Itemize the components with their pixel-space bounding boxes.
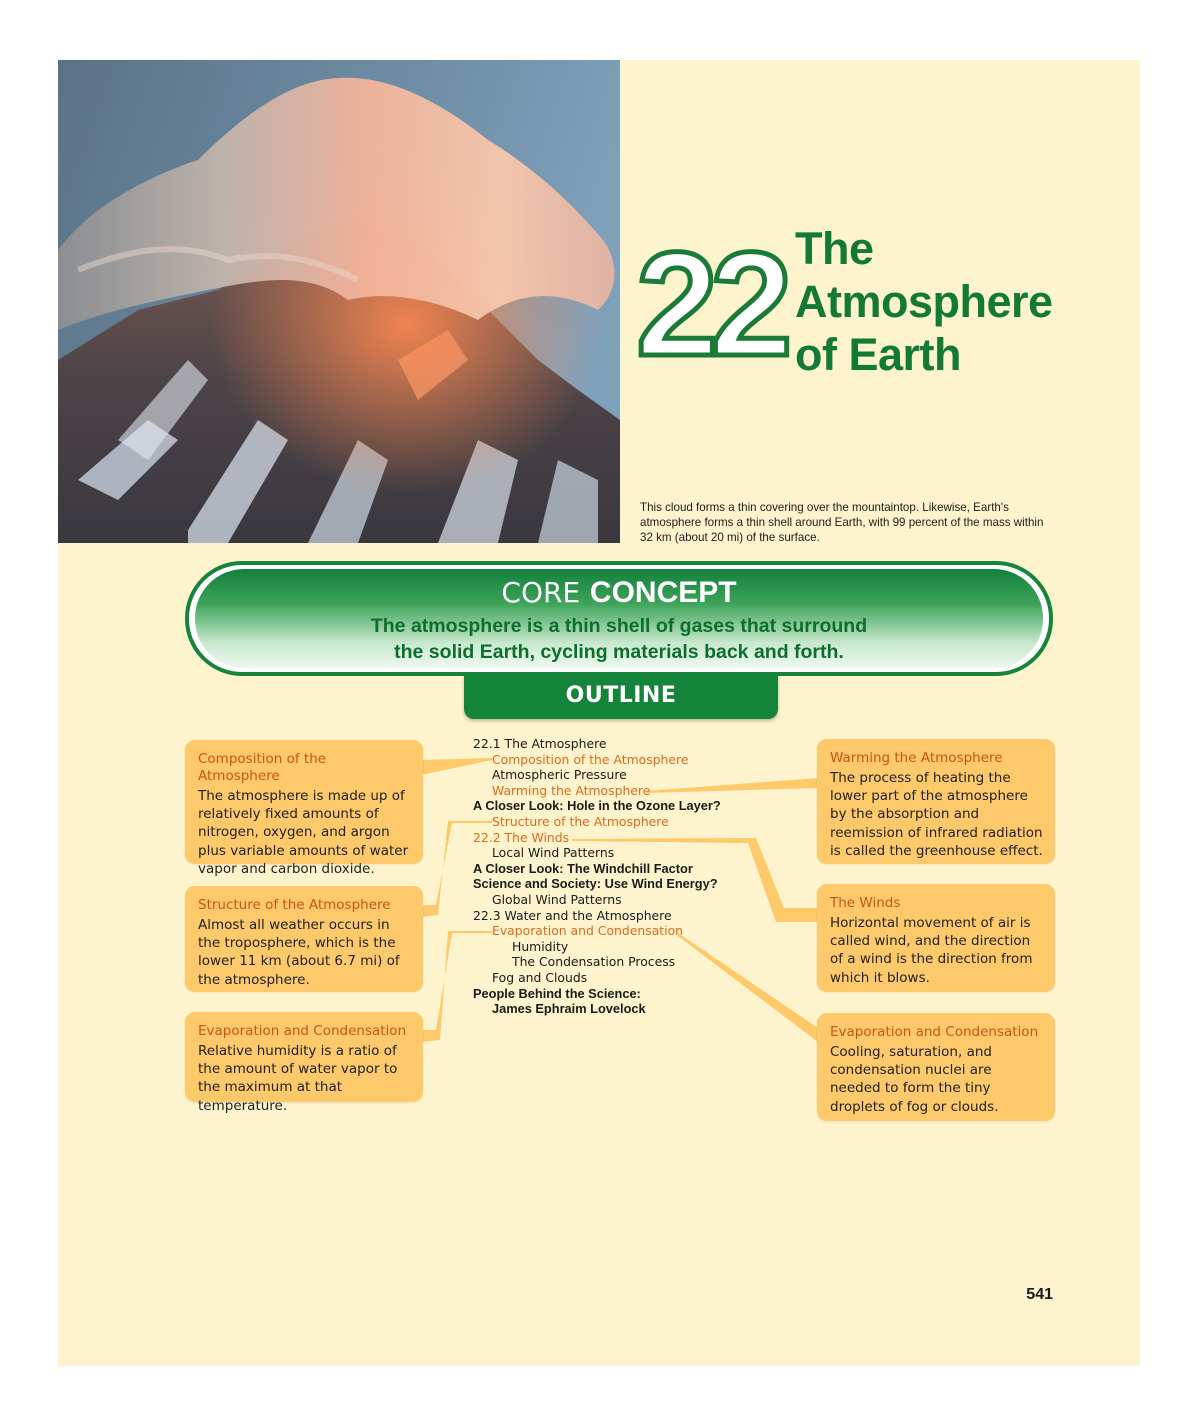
callout-body: The atmosphere is made up of relatively fixed amounts of nitrogen, oxygen, and argon plus variable amounts of water vapor and carbon dioxide. bbox=[198, 788, 409, 877]
callout-winds bbox=[817, 884, 1055, 992]
outline-item: Local Wind Patterns bbox=[492, 845, 615, 861]
outline-label: OUTLINE bbox=[565, 683, 677, 708]
outline-item: 22.2 The Winds bbox=[473, 829, 570, 845]
outline-item: Structure of the Atmosphere bbox=[492, 813, 669, 829]
callout-composition bbox=[185, 740, 423, 877]
callout-title: Evaporation and Condensation bbox=[198, 1023, 407, 1039]
outline-item: James Ephraim Lovelock bbox=[492, 1001, 646, 1017]
outline-list bbox=[473, 736, 721, 1017]
outline-item: A Closer Look: Hole in the Ozone Layer? bbox=[473, 798, 721, 814]
page-number: 541 bbox=[1026, 1286, 1053, 1303]
callout-body: Almost all weather occurs in the troposphere, which is the lower 11 km (about 6.7 mi) of the atmosphere. bbox=[198, 917, 400, 988]
outline-item: Science and Society: Use Wind Energy? bbox=[473, 876, 718, 892]
callout-evaporation-right bbox=[817, 1013, 1055, 1121]
outline-item: The Condensation Process bbox=[512, 954, 676, 970]
core-concept-heading: CORE CONCEPT bbox=[501, 576, 737, 609]
callout-title: Composition of the Atmosphere bbox=[198, 751, 327, 784]
outline-item: Fog and Clouds bbox=[492, 969, 588, 985]
outline-item: People Behind the Science: bbox=[473, 985, 641, 1001]
callout-title: The Winds bbox=[830, 895, 901, 911]
callout-warming bbox=[817, 739, 1055, 864]
callout-structure bbox=[185, 886, 423, 992]
callout-body: Horizontal movement of air is called wind, and the direction of a wind is the direction from which it blows. bbox=[830, 915, 1033, 986]
core-concept-statement: The atmosphere is a thin shell of gases that surround the solid Earth, cycling materials back and forth. bbox=[370, 615, 868, 663]
outline-item: 22.1 The Atmosphere bbox=[473, 736, 607, 751]
outline-item: A Closer Look: The Windchill Factor bbox=[473, 860, 693, 876]
outline-item: Atmospheric Pressure bbox=[492, 767, 627, 783]
callout-title: Warming the Atmosphere bbox=[830, 750, 1003, 766]
callout-title: Structure of the Atmosphere bbox=[198, 897, 391, 913]
outline-item: Composition of the Atmosphere bbox=[492, 751, 689, 767]
svg-text:22: 22 bbox=[636, 236, 785, 376]
outline-item: Warming the Atmosphere bbox=[492, 782, 651, 798]
callout-body: Relative humidity is a ratio of the amount of water vapor to the maximum at that temperature. bbox=[198, 1043, 398, 1114]
callout-evaporation-left bbox=[185, 1012, 423, 1114]
chapter-title: The Atmosphere of Earth bbox=[795, 223, 1053, 380]
outline-item: 22.3 Water and the Atmosphere bbox=[473, 907, 672, 923]
callout-body: Cooling, saturation, and condensation nuclei are needed to form the tiny droplets of fog or clouds. bbox=[830, 1044, 999, 1115]
callout-body: The process of heating the lower part of the atmosphere by the absorption and reemission of infrared radiation is called the greenhouse effect. bbox=[830, 770, 1043, 859]
outline-item: Humidity bbox=[512, 938, 569, 954]
photo-caption: This cloud forms a thin covering over the mountaintop. Likewise, Earth's atmosphere forms a thin shell around Earth, with 99 percent of the mass within 32 km (about 20 mi) of the surface. bbox=[640, 501, 1044, 545]
callout-title: Evaporation and Condensation bbox=[830, 1024, 1039, 1040]
outline-item: Global Wind Patterns bbox=[492, 891, 622, 907]
outline-item: Evaporation and Condensation bbox=[492, 923, 684, 939]
